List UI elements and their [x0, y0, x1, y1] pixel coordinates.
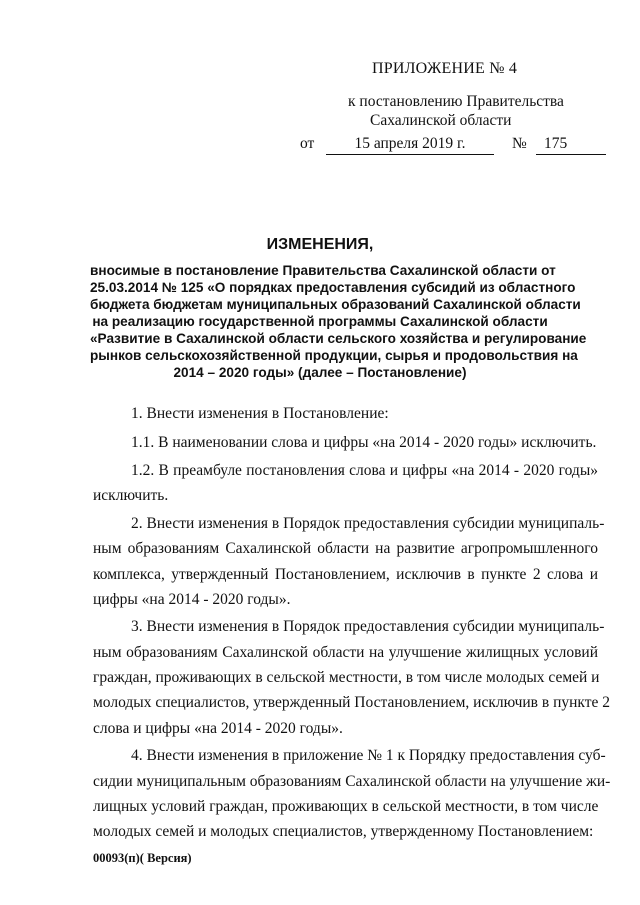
- subheading-line: бюджета бюджетам муниципальных образований Сахалинской области: [90, 297, 581, 312]
- body-line: граждан, проживающих в сельской местности, в том числе молодых семей и: [93, 669, 600, 686]
- body-line: 1.2. В преамбуле постановления слова и цифры «на 2014 - 2020 годы»: [131, 462, 598, 479]
- document-footer-code: 00093(п)( Версия): [93, 851, 192, 865]
- resolution-date: 15 апреля 2019 г.: [326, 135, 494, 155]
- body-line: 3. Внести изменения в Порядок предоставления субсидии муниципаль-: [131, 618, 605, 635]
- body-line: исключить.: [93, 487, 169, 504]
- body-line: 4. Внести изменения в приложение № 1 к Порядку предоставления суб-: [131, 747, 606, 764]
- subheading-line: 2014 – 2020 годы» (далее – Постановление): [173, 365, 467, 380]
- appendix-date-line: [300, 135, 610, 157]
- body-line: молодых семей и молодых специалистов, утвержденному Постановлением:: [93, 823, 594, 840]
- appendix-title: ПРИЛОЖЕНИЕ № 4: [372, 60, 518, 77]
- subheading-line: 25.03.2014 № 125 «О порядках предоставления субсидий из областного: [90, 280, 576, 295]
- appendix-resolution-line: к постановлению Правительства: [348, 93, 564, 110]
- body-line: 2. Внести изменения в Порядок предоставления субсидии муниципаль-: [131, 515, 605, 532]
- resolution-number-field: [536, 135, 606, 155]
- body-line: комплекса, утвержденный Постановлением, исключив в пункте 2 слова и: [93, 566, 598, 583]
- appendix-region-line: Сахалинской области: [370, 112, 512, 129]
- body-line: слова и цифры «на 2014 - 2020 годы».: [93, 720, 343, 737]
- body-line: цифры «на 2014 - 2020 годы».: [93, 591, 291, 608]
- subheading-line: на реализацию государственной программы Сахалинской области: [92, 314, 548, 329]
- body-line: молодых специалистов, утвержденный Постановлением, исключив в пункте 2: [93, 694, 611, 711]
- body-line: сидии муниципальным образованиям Сахалинской области на улучшение жи-: [93, 773, 611, 790]
- subheading-line: рынков сельскохозяйственной продукции, сырья и продовольствия на: [90, 348, 578, 363]
- number-sign-label: №: [512, 135, 527, 152]
- body-line: ным образованиям Сахалинской области на развитие агропромышленного: [93, 540, 598, 557]
- body-line: 1. Внести изменения в Постановление:: [131, 405, 389, 422]
- document-subheading: [90, 262, 587, 381]
- body-line: ным образованиям Сахалинской области на улучшение жилищных условий: [93, 644, 598, 661]
- subheading-line: вносимые в постановление Правительства Сахалинской области от: [90, 263, 556, 278]
- body-line: лищных условий граждан, проживающих в сельской местности, в том числе: [93, 798, 599, 815]
- subheading-line: «Развитие в Сахалинской области сельского хозяйства и регулирование: [90, 331, 587, 346]
- body-line: 1.1. В наименовании слова и цифры «на 2014 - 2020 годы» исключить.: [131, 434, 597, 451]
- resolution-number: 175: [544, 135, 568, 152]
- document-heading: ИЗМЕНЕНИЯ,: [266, 236, 374, 253]
- date-prefix-label: от: [300, 135, 315, 152]
